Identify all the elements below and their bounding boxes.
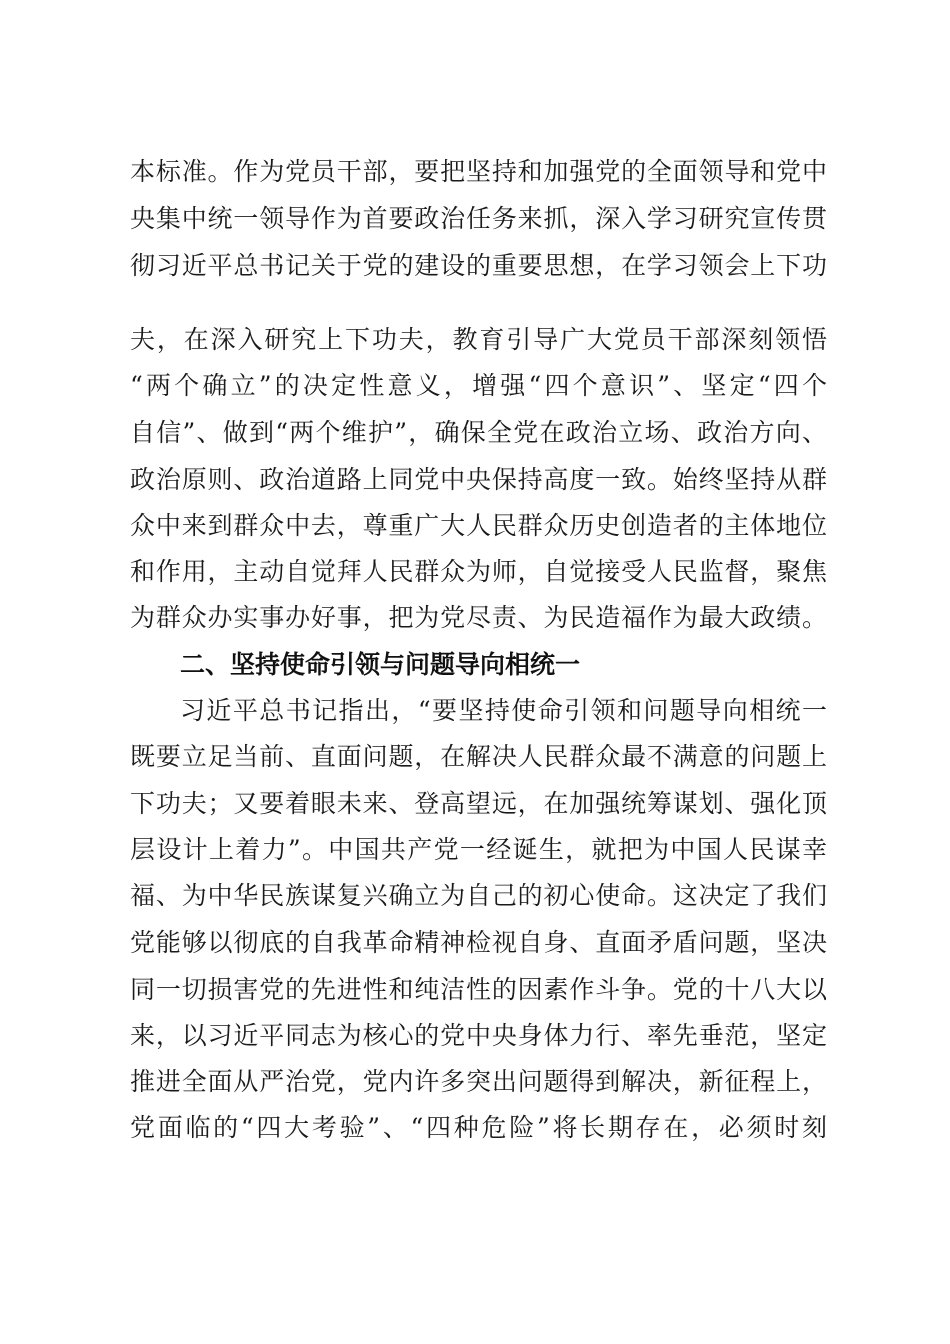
paragraph-line: 本标准。作为党员干部，要把坚持和加强党的全面领导和党中 [130, 157, 827, 186]
paragraph-line: 自信”、做到“两个维护”，确保全党在政治立场、政治方向、 [130, 418, 827, 447]
paragraph-line: 同一切损害党的先进性和纯洁性的因素作斗争。党的十八大以 [130, 975, 827, 1004]
paragraph-line: 党面临的“四大考验”、“四种危险”将长期存在，必须时刻 [130, 1113, 827, 1142]
paragraph-line: 福、为中华民族谋复兴确立为自己的初心使命。这决定了我们 [130, 881, 827, 910]
paragraph-line: 众中来到群众中去，尊重广大人民群众历史创造者的主体地位 [130, 511, 827, 540]
paragraph-line: “两个确立”的决定性意义，增强“四个意识”、坚定“四个 [130, 371, 827, 400]
paragraph-line: 央集中统一领导作为首要政治任务来抓，深入学习研究宣传贯 [130, 204, 827, 233]
paragraph-line: 和作用，主动自觉拜人民群众为师，自觉接受人民监督，聚焦 [130, 557, 827, 586]
section-heading: 二、坚持使命引领与问题导向相统一 [180, 650, 581, 679]
paragraph-line: 党能够以彻底的自我革命精神检视自身、直面矛盾问题，坚决 [130, 928, 827, 957]
paragraph-line: 既要立足当前、直面问题，在解决人民群众最不满意的问题上 [130, 742, 827, 771]
paragraph-line: 政治原则、政治道路上同党中央保持高度一致。始终坚持从群 [130, 465, 827, 494]
paragraph-line: 夫，在深入研究上下功夫，教育引导广大党员干部深刻领悟 [130, 325, 827, 354]
paragraph-line: 下功夫；又要着眼未来、登高望远，在加强统筹谋划、强化顶 [130, 789, 827, 818]
paragraph-line: 层设计上着力”。中国共产党一经诞生，就把为中国人民谋幸 [130, 835, 827, 864]
paragraph-line: 来，以习近平同志为核心的党中央身体力行、率先垂范，坚定 [130, 1021, 827, 1050]
paragraph-line: 推进全面从严治党，党内许多突出问题得到解决，新征程上， [130, 1067, 827, 1096]
paragraph-line: 彻习近平总书记关于党的建设的重要思想，在学习领会上下功 [130, 251, 827, 280]
paragraph-line: 习近平总书记指出，“要坚持使命引领和问题导向相统一 [180, 696, 827, 725]
paragraph-line: 为群众办实事办好事，把为党尽责、为民造福作为最大政绩。 [130, 603, 827, 632]
